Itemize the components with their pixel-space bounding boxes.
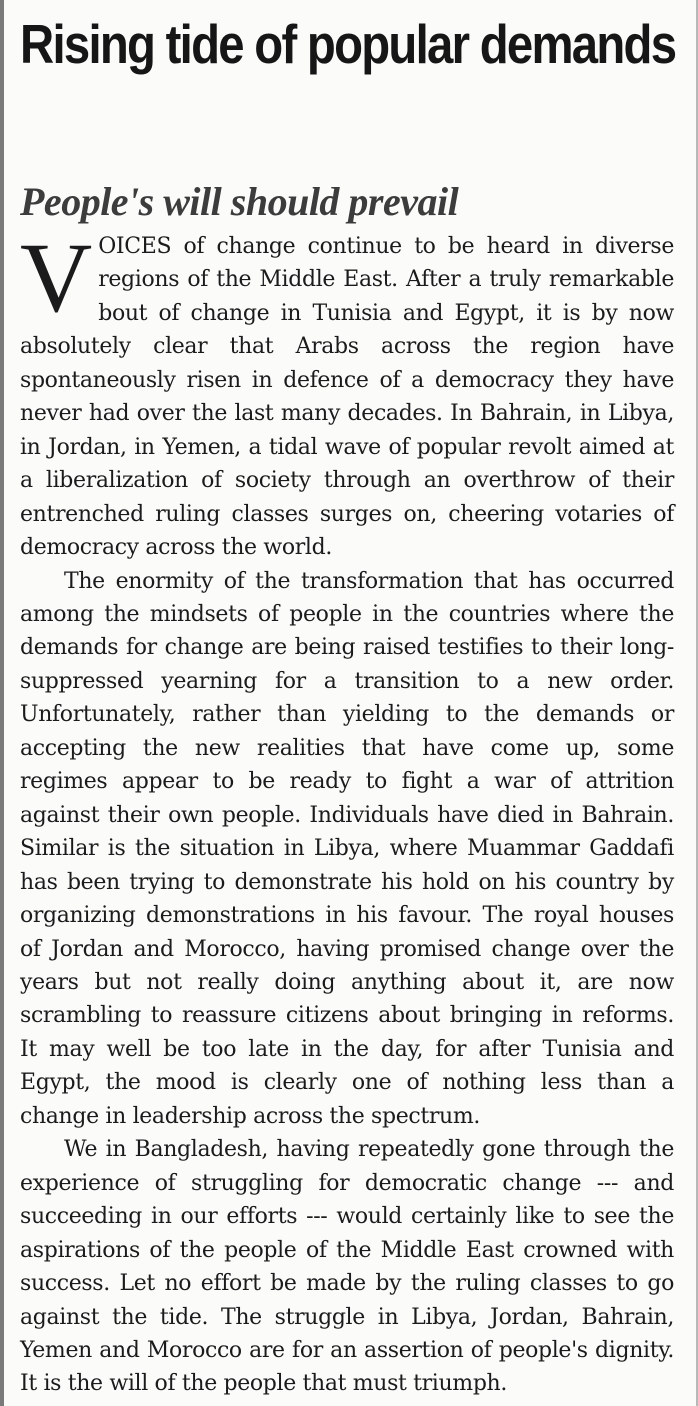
paragraph-3: We in Bangladesh, having repeatedly gone through the experience of struggling for democratic change --- and succeeding in our efforts --- would certainly like to see the aspirations of the people of the Middle East crowned with success. Let no effort be made by the ruling classes to go against the tide. The struggle in Libya, Jordan, Bahrain, Yemen and Morocco are for an assertion of people's dignity. It is the will of the people that must triumph. bbox=[20, 1137, 674, 1397]
headline: Rising tide of popular demands bbox=[20, 13, 676, 75]
drop-cap: V bbox=[20, 222, 93, 333]
paragraph-1-text: OICES of change continue to be heard in diverse regions of the Middle East. After a truly remarkable bout of change in Tunisia and Egypt, it is by now absolutely clear that Arabs across the region have spontaneously risen in defence of a democracy they have never had over the last many decades. In Bahrain, in Libya, in Jordan, in Yemen, a tidal wave of popular revolt aimed at a liberalization of society through an overthrow of their entrenched ruling classes surges on, cheering votaries of democracy across the world. bbox=[20, 234, 674, 561]
paragraph-2: The enormity of the transformation that has occurred among the mindsets of people in the countries where the demands for change are being raised testifies to their long-suppressed yearning for a transition to a new order. Unfortunately, rather than yielding to the demands or accepting the new realities that have come up, some regimes appear to be ready to fight a war of attrition against their own people. Individuals have died in Bahrain. Similar is the situation in Libya, where Muammar Gaddafi has been trying to demonstrate his hold on his country by organizing demonstrations in his favour. The royal houses of Jordan and Morocco, having promised change over the years but not really doing anything about it, are now scrambling to reassure citizens about bringing in reforms. It may well be too late in the day, for after Tunisia and Egypt, the mood is clearly one of nothing less than a change in leadership across the spectrum. bbox=[20, 568, 674, 1129]
paragraph-1 bbox=[20, 222, 674, 565]
left-column-rule bbox=[0, 0, 4, 1406]
article-body bbox=[20, 222, 674, 1401]
subheadline: People's will should prevail bbox=[20, 179, 459, 224]
